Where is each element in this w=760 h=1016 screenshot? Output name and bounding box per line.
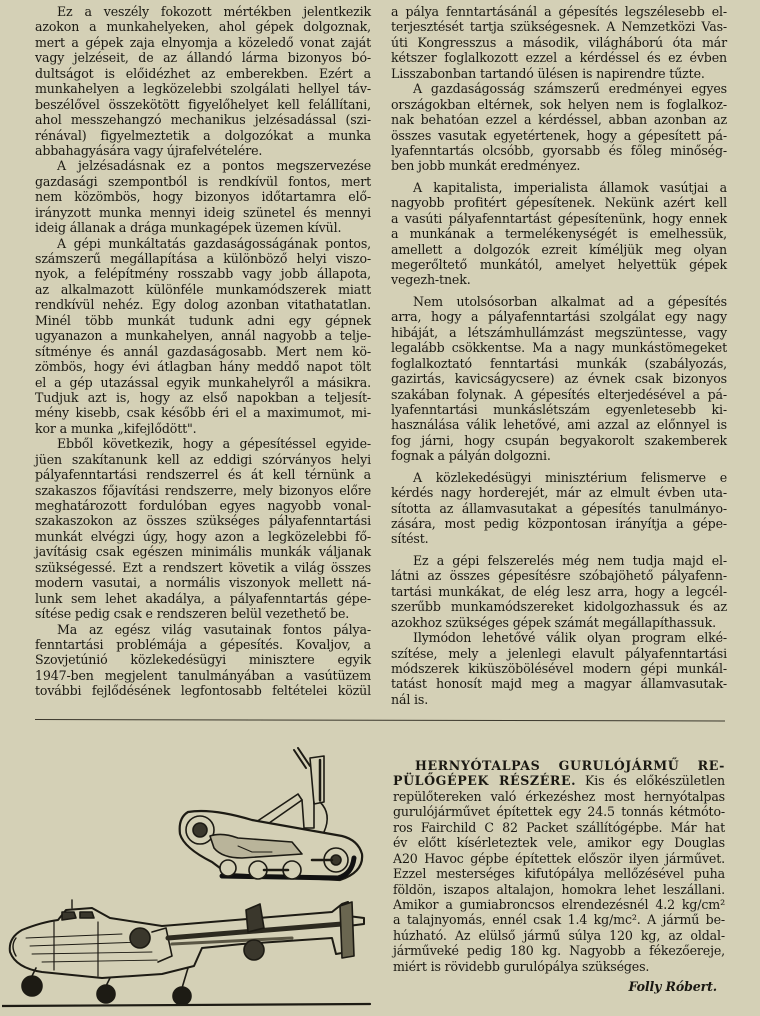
- text-line: meghatározott fordulóban egyes nagyobb vonal-: [35, 498, 371, 513]
- text-line: szakaszos főjavítási rendszerre, mely bizonyos előre: [35, 482, 371, 498]
- text-line: gazirtás, kavicságycsere) az évnek csak bizonyos: [391, 371, 727, 387]
- text-line: rénával) figyelmeztetik a dolgozókat a munka: [35, 127, 371, 143]
- text-line: kétszer foglalkozott ezzel a kérdéssel és ez évben: [391, 50, 727, 66]
- text-line: szakaszokon az összes szükséges pályafenntartási: [35, 513, 371, 529]
- text-line: ros Fairchild C 82 Packet szállítógépbe. Már hat: [393, 819, 725, 835]
- text-line: nak behatóan ezzel a kérdéssel, abban azonban az: [391, 112, 727, 128]
- text-line: szakában folynak. A gépesítés elterjedésével a pá-: [391, 386, 727, 402]
- text-line: gurulójárművet építettek egy 24.5 tonnás kétmóto-: [393, 804, 725, 820]
- text-line: ideig állanak a drága munkagépek üzemen kívül.: [35, 220, 342, 236]
- text-line: A kapitalista, imperialista államok vasútjai a: [413, 179, 727, 195]
- text-line: tatást honosít majd meg a magyar államvasutak-: [391, 676, 727, 692]
- crawler-gear-drawing: [180, 748, 362, 880]
- text-line: Nem utolsósorban alkalmat ad a gépesítés: [413, 293, 727, 309]
- crawler-aircraft-illustration: [2, 742, 372, 1012]
- text-line: Ilymódon lehetővé válik olyan program elké-: [413, 630, 727, 646]
- text-line: foglalkoztató fenntartási munkák (szabályozás,: [391, 355, 727, 371]
- text-line: [393, 773, 725, 788]
- text-line: ugyanazon a munkahelyen, annál nagyobb a telje-: [35, 328, 371, 344]
- text-line: megerőltető munkától, amelyet helyettük gépek: [391, 257, 727, 272]
- text-line: Amikor a gumiabroncsos elrendezésnél 4.2 kg/cm²: [393, 896, 725, 912]
- text-line: ben jobb munkát eredményez.: [391, 158, 581, 174]
- text-line: beszélővel összekötött figyelőhelyet kell felállítani,: [35, 96, 371, 112]
- text-line: A közlekedésügyi minisztérium felismerve e: [413, 469, 727, 485]
- text-line: nyok, a felépítmény rosszabb vagy jobb állapota,: [35, 266, 371, 282]
- text-line: nál is.: [391, 691, 429, 707]
- text-line: az alkalmazott különféle munkamódszerek miatt: [35, 281, 371, 297]
- right-column: [391, 4, 727, 707]
- text-line: Ebből következik, hogy a gépesítéssel egyide-: [57, 436, 371, 452]
- text-line: terjesztését tartja szükségesnek. A Nemzetközi Vas-: [391, 19, 727, 35]
- text-line: Ez a veszély fokozott mértékben jelentkezik: [57, 4, 371, 19]
- text-line: Ezzel mesterséges kifutópálya mellőzésével puha: [393, 866, 725, 882]
- text-line: mert a gépek zaja elnyomja a közeledő vonat zaját: [35, 34, 371, 50]
- text-line: amellett a dolgozók ezreit kíméljük meg olyan: [391, 241, 727, 257]
- text-line: ahol messzehangzó mechanikus jelzésadással (szi-: [35, 112, 371, 128]
- text-line: javításig csak egészen minimális munkák váljanak: [35, 544, 371, 560]
- text-line: Minél több munkát tudunk adni egy gépnek: [35, 312, 371, 328]
- text-line: húzható. Az elülső jármű súlya 120 kg, az oldal-: [393, 927, 725, 943]
- text-line: zására, most pedig központosan irányítja a gépe-: [391, 516, 727, 531]
- text-line: összes vasutak egyetértenek, hogy a gépesített pá-: [391, 127, 727, 143]
- text-line: számszerű megállapítása a különböző helyi viszo-: [35, 251, 371, 266]
- text-line: sítést.: [391, 531, 429, 547]
- left-column: [35, 4, 371, 699]
- text-line: a vasúti pályafenntartást gépesítenünk, hogy ennek: [391, 210, 727, 226]
- text-line: miért is rövidebb gurulópálya szükséges.: [393, 958, 650, 974]
- text-line: zömbös, hogy évi átlagban hány meddő napot tölt: [35, 359, 371, 375]
- text-line: kérdés nagy horderejét, már az elmult évben uta-: [391, 485, 727, 501]
- text-line: járműveké pedig 180 kg. Nagyobb a fékezőereje,: [393, 943, 725, 959]
- text-line: legalább csökkentse. Ma a nagy munkástömegeket: [391, 340, 727, 356]
- text-fragment: Kis és előkészületlen: [576, 773, 725, 789]
- section-divider: [35, 719, 725, 721]
- text-line: lyafenntartási munkáslétszám egyenletesebb ki-: [391, 401, 727, 417]
- text-line: arra, hogy a pályafenntartási szolgálat egy nagy: [391, 309, 727, 325]
- text-line: hibáját, a létszámhullámzást megszüntesse, vagy: [391, 324, 727, 340]
- text-line: sította az államvasutakat a gépesítés tanulmányo-: [391, 500, 727, 516]
- aircraft-drawing: [2, 900, 370, 1006]
- text-line: nagyobb profitért gépesítenek. Nekünk azért kell: [391, 195, 727, 211]
- text-line: sítése pedig csak e rendszeren belül vezethető be.: [35, 606, 350, 622]
- text-line: A gépi munkáltatás gazdaságosságának pontos,: [57, 235, 371, 251]
- text-line: vagy jelzéseit, de az állandó lárma bizonyos bó-: [35, 50, 371, 66]
- text-line: rendkívül nehéz. Egy dolog azonban vitathatatlan.: [35, 297, 371, 313]
- text-line: 1947-ben megjelent tanulmányában a vasútüzem: [35, 667, 371, 683]
- text-line: látni az összes gépesítésre szóbajöhető pályafenn-: [391, 568, 727, 584]
- text-line: Szovjetúnió közlekedésügyi minisztere egyik: [35, 652, 371, 668]
- text-line: év előtt kísérleteztek vele, amikor egy Douglas: [393, 835, 725, 851]
- text-line: szítése, mely a jelenlegi elavult pályafenntartási: [391, 645, 727, 661]
- article-title-continued: PÜLŐGÉPEK RÉSZÉRE.: [393, 773, 577, 789]
- text-line: szerűbb munkamódszereket kidolgozhassuk és az: [391, 599, 727, 615]
- author-signature: Folly Róbert.: [628, 979, 717, 995]
- text-line: fog járni, hogy csupán begyakorolt szakemberek: [391, 432, 727, 448]
- text-line: A gazdaságosság számszerű eredményei egyes: [413, 81, 727, 97]
- text-line: további fejlődésének legfontosabb feltételei közül: [35, 683, 371, 699]
- text-line: fenntartási problémája a gépesítés. Kovaljov, a: [35, 636, 371, 652]
- text-line: országokban eltérnek, sok helyen nem is foglalkoz-: [391, 96, 727, 112]
- text-line: a munkának a termelékenységét is emelhessük,: [391, 226, 727, 242]
- text-line: vegezh-tnek.: [391, 272, 471, 288]
- article-crawler-gear: [393, 758, 725, 995]
- text-line: a pálya fenntartásánál a gépesítés legszélesebb el-: [391, 4, 727, 19]
- article-title: HERNYÓTALPAS GURULÓJÁRMŰ RE-: [415, 758, 725, 773]
- text-line: földön, iszapos altalajon, homokra lehet leszállani.: [393, 881, 725, 897]
- text-line: Ma az egész világ vasutainak fontos pálya-: [57, 621, 371, 637]
- text-line: dultságot is előidézhet az emberekben. Ezért a: [35, 65, 371, 81]
- text-line: módszerek kiküszöbölésével modern gépi munkál-: [391, 660, 727, 676]
- text-line: repülőtereken való érkezéshez most hernyótalpas: [393, 788, 725, 804]
- text-line: azokon a munkahelyeken, ahol gépek dolgoznak,: [35, 19, 371, 35]
- text-line: fognak a pályán dolgozni.: [391, 448, 551, 464]
- text-line: pályafenntartási rendszerrel és át kell térnünk a: [35, 467, 371, 483]
- text-line: úti Kongresszus a második, világháború óta már: [391, 34, 727, 50]
- text-line: tartási munkákat, de elég lesz arra, hogy a legcél-: [391, 583, 727, 599]
- text-line: azokhoz szükséges gépek számát megállapíthassuk.: [391, 614, 716, 630]
- text-line: A jelzésadásnak ez a pontos megszervezése: [57, 158, 371, 174]
- text-line: el a gép utazással egyik munkahelyről a másikra.: [35, 374, 371, 390]
- text-line: abbahagyására vagy újrafelvételére.: [35, 142, 263, 158]
- text-line: irányzott munka mennyi ideig szünetel és mennyi: [35, 204, 371, 220]
- text-line: Tudjuk azt is, hogy az első napokban a teljesít-: [35, 389, 371, 405]
- text-line: munkát elvégzi úgy, hogy azon a legközelebbi fő-: [35, 528, 371, 544]
- text-line: lyafenntartás olcsóbb, gyorsabb és főleg minőség-: [391, 142, 727, 158]
- text-line: szükségessé. Ezt a rendszert követik a világ összes: [35, 559, 371, 575]
- text-line: kor a munka „kifejlődött".: [35, 420, 197, 436]
- text-line: nem közömbös, hogy bizonyos időtartamra elő-: [35, 189, 371, 205]
- text-line: A20 Havoc gépbe építettek először ilyen járművet.: [393, 850, 725, 866]
- text-line: mény kisebb, csak később éri el a maximumot, mi-: [35, 405, 371, 421]
- text-line: jüen szakítanunk kell az eddigi szórványos helyi: [35, 451, 371, 467]
- aircraft-illustration-icon: [2, 742, 372, 1012]
- text-line: Lisszabonban tartandó ülésen is napirendre tűzte.: [391, 65, 705, 81]
- text-line: lunk sem lehet akadálya, a pályafenntartás gépe-: [35, 590, 371, 606]
- text-line: munkahelyen a legközelebbi szolgálati hellyel táv-: [35, 81, 371, 97]
- text-line: modern vasutai, a normális viszonyok mellett ná-: [35, 575, 371, 591]
- text-line: használása válik lehetővé, ami azzal az előnnyel is: [391, 417, 727, 433]
- text-line: sítménye és annál gazdaságosabb. Mert nem kö-: [35, 343, 371, 359]
- text-line: Ez a gépi felszerelés még nem tudja majd el-: [413, 552, 727, 568]
- text-line: a talajnyomás, ennél csak 1.4 kg/mc². A jármű be-: [393, 912, 725, 928]
- text-line: gazdasági szempontból is rendkívül fontos, mert: [35, 173, 371, 189]
